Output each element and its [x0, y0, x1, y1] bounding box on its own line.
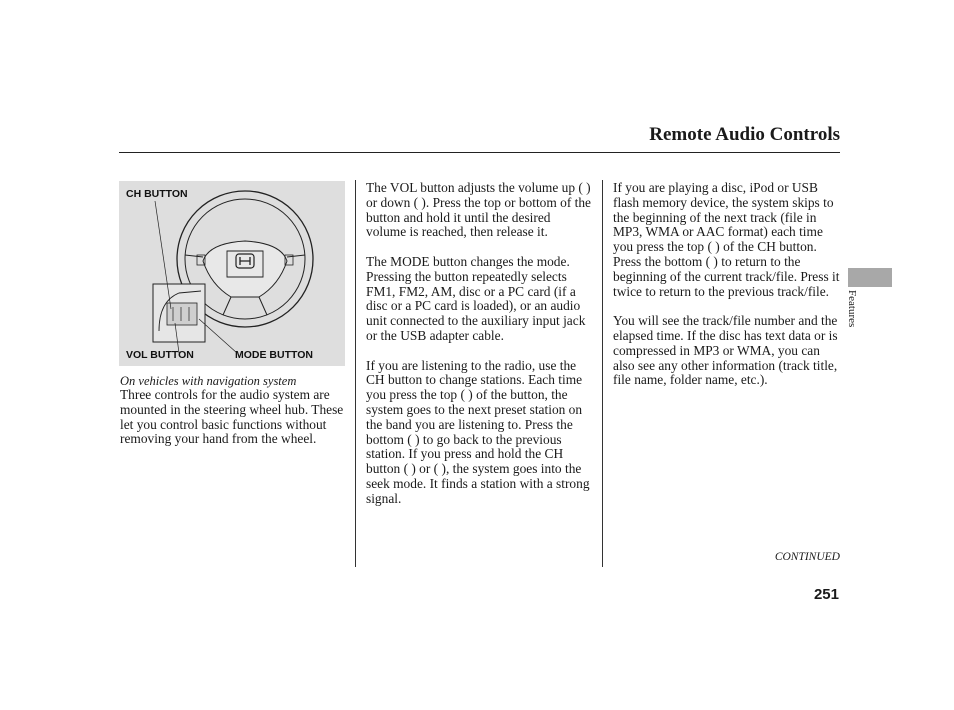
column-2: [366, 181, 591, 521]
ch-paragraph: If you are listening to the radio, use the CH button to change stations. Each time you press the top ( ) of the button, the system goes to the next preset station on the band you are listening to. Press the bottom ( ) to go back to the previous station. If you press and hold the CH button ( ) or ( ), the system goes into the seek mode. It finds a station with a strong signal.: [366, 357, 590, 506]
column-divider-2: [602, 180, 603, 567]
vol-paragraph: The VOL button adjusts the volume up ( ) or down ( ). Press the top or bottom of the button and hold it until the desired volume is reached, then release it.: [366, 180, 592, 240]
section-label: Features: [846, 290, 858, 328]
section-tab: [848, 268, 892, 287]
mode-paragraph: The MODE button changes the mode. Pressing the button repeatedly selects FM1, FM2, AM, disc or a PC card (if a disc or a PC card is loaded), or an audio unit connected to the auxiliary input jack or the USB adapter cable.: [366, 253, 586, 343]
ch-button-label: CH BUTTON: [126, 188, 188, 200]
page-title: Remote Audio Controls: [649, 124, 840, 145]
intro-paragraph: Three controls for the audio system are mounted in the steering wheel hub. These let you control basic functions without removing your hand from the wheel.: [120, 387, 344, 447]
info-paragraph: You will see the track/file number and the elapsed time. If the disc has text data or is compressed in MP3 or WMA, you can also see any other information (track title, file name, folder name, etc.).: [613, 313, 838, 388]
column-divider-1: [355, 180, 356, 567]
page-number: 251: [813, 586, 839, 603]
figure-caption: On vehicles with navigation system: [120, 374, 297, 388]
title-rule: [119, 152, 840, 153]
continued-note: CONTINUED: [774, 551, 840, 563]
steering-wheel-illustration: [119, 181, 345, 366]
column-3: [613, 181, 841, 403]
vol-button-label: VOL BUTTON: [126, 349, 194, 361]
column-1: [120, 388, 345, 462]
mode-button-label: MODE BUTTON: [235, 349, 313, 361]
steering-wheel-figure: [119, 181, 345, 366]
track-paragraph: If you are playing a disc, iPod or USB flash memory device, the system skips to the beginning of the next track (file in MP3, WMA or AAC format) each time you press the top ( ) of the CH button. Press the bottom ( ) to return to the beginning of the current track/file. Press it twice to return to the previous track/file.: [613, 180, 840, 299]
